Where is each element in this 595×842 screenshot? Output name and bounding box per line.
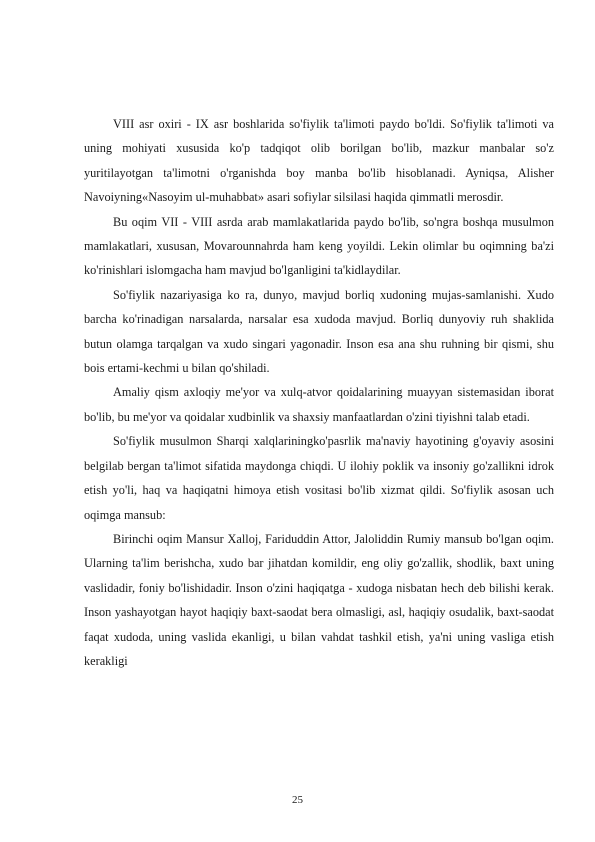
paragraph-6: Birinchi oqim Mansur Xalloj, Fariduddin Attor, Jaloliddin Rumiy mansub bo'lgan oqim. Ularning ta'lim berishcha, xudo bar jihatdan komildir, eng oliy go'zallik, shodlik, baxt uning vaslidadir, foniy bo'lishidadir. Inson o'zini haqiqatga - xudoga nisbatan hech deb bilishi kerak. Inson yashayotgan hayot haqiqiy baxt-saodat bera olmasligi, asl, haqiqiy osudalik, baxt-saodat faqat xudoda, uning vaslida ekanligi, u bilan vahdat tashkil etish, ya'ni uning vasliga etish kerakligi	[84, 531, 554, 668]
document-page	[84, 112, 554, 673]
page-number: 25	[292, 794, 303, 806]
paragraph-3: So'fiylik nazariyasiga ko ra, dunyo, mavjud borliq xudoning mujas-samlanishi. Xudo barcha ko'rinadigan narsalarda, narsalar esa xudoda mavjud. Borliq dunyoviy ruh shaklida butun olamga tarqalgan va xudo singari yagonadir. Inson esa ana shu ruhning bir qismi, shu bois ertami-kechmi u bilan qo'shiladi.	[84, 287, 554, 376]
paragraph-1: VIII asr oxiri - IX asr boshlarida so'fiylik ta'limoti paydo bo'ldi. So'fiylik ta'limoti va uning mohiyati xususida ko'p tadqiqot olib borilgan bo'lib, mazkur manbalar so'z yuritilayotgan ta'limotni o'rganishda boy manba bo'lib hisoblanadi. Ayniqsa, Alisher Navoiyning«Nasoyim ul-muhabbat» asari sofiylar silsilasi haqida qimmatli merosdir.	[84, 117, 554, 205]
paragraph-2: Bu oqim VII - VIII asrda arab mamlakatlarida paydo bo'lib, so'ngra boshqa musulmon mamlakatlari, xususan, Movarounnahrda ham keng yoyildi. Lekin olimlar bu oqimning ba'zi ko'rinishlari islomgacha ham mavjud bo'lganligini ta'kidlaydilar.	[84, 214, 554, 278]
paragraph-5: So'fiylik musulmon Sharqi xalqlariningko'pasrlik ma'naviy hayotining g'oyaviy asosini belgilab bergan ta'limot sifatida maydonga chiqdi. U ilohiy poklik va insoniy go'zallikni idrok etish yo'li, haq va haqiqatni himoya etish vositasi bo'lib xizmat qildi. So'fiylik asosan uch oqimga mansub:	[84, 434, 554, 522]
paragraph-4: Amaliy qism axloqiy me'yor va xulq-atvor qoidalarining muayyan sistemasidan iborat bo'lib, bu me'yor va qoidalar xudbinlik va shaxsiy manfaatlardan o'zini tiyishni talab etadi.	[84, 385, 554, 424]
